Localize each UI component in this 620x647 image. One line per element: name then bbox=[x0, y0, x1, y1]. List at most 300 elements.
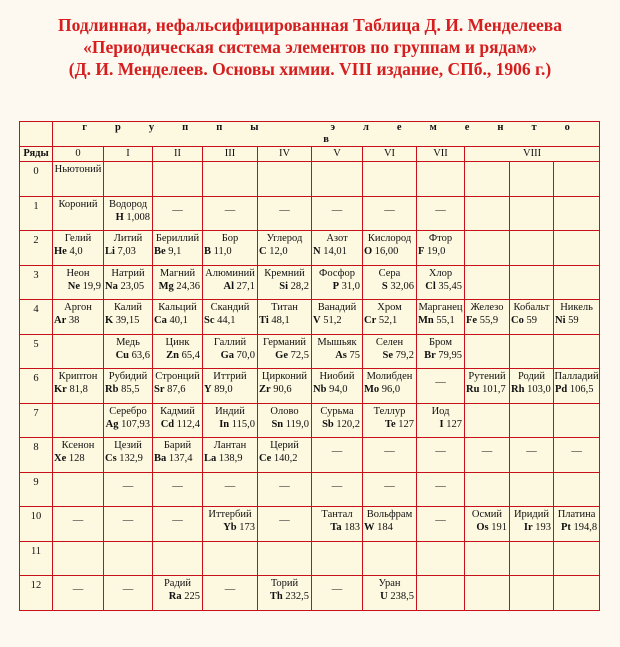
title-line-3: (Д. И. Менделеев. Основы химии. VIII издание, СПб., 1906 г.) bbox=[68, 59, 552, 79]
element-symbol-line bbox=[510, 315, 553, 327]
element-name: Родий bbox=[517, 371, 546, 382]
element-symbol-line bbox=[104, 350, 152, 362]
element-cell bbox=[510, 300, 554, 335]
atomic-weight: 94,0 bbox=[326, 384, 348, 395]
element-name: Хлор bbox=[428, 267, 453, 279]
element-cell bbox=[203, 162, 258, 197]
element-name: Бор bbox=[221, 233, 239, 244]
element-symbol: Zn bbox=[166, 349, 179, 361]
element-cell bbox=[203, 265, 258, 300]
element-symbol: Te bbox=[384, 418, 396, 430]
element-symbol: S bbox=[381, 280, 388, 292]
table-row bbox=[20, 472, 600, 507]
element-symbol: Ir bbox=[523, 522, 533, 533]
element-cell bbox=[104, 403, 153, 438]
element-symbol-line bbox=[554, 522, 599, 534]
element-cell bbox=[203, 300, 258, 335]
element-symbol-line bbox=[312, 384, 362, 396]
element-name: Галлий bbox=[213, 336, 247, 348]
element-cell bbox=[258, 196, 312, 231]
atomic-weight: 32,06 bbox=[387, 280, 414, 292]
element-symbol: V bbox=[313, 315, 321, 326]
element-symbol-line bbox=[104, 281, 152, 293]
group-banner-letter: р bbox=[115, 122, 121, 133]
row-number: 11 bbox=[20, 541, 53, 576]
element-cell bbox=[153, 576, 203, 611]
element-name: Литий bbox=[113, 233, 143, 244]
group-banner-letter: л bbox=[363, 122, 369, 133]
empty-dash: — bbox=[526, 446, 537, 457]
element-name: Аргон bbox=[64, 302, 92, 313]
empty-dash: — bbox=[435, 377, 446, 388]
element-cell bbox=[104, 231, 153, 266]
element-cell bbox=[312, 507, 363, 542]
group-banner-corner bbox=[20, 122, 53, 147]
element-symbol: Cs bbox=[105, 453, 117, 464]
group-banner-row bbox=[20, 122, 600, 147]
element-name: Бериллий bbox=[155, 233, 200, 244]
element-cell bbox=[554, 162, 600, 197]
element-symbol-line bbox=[203, 246, 257, 258]
atomic-weight: 225 bbox=[181, 591, 200, 602]
element-symbol-line bbox=[104, 384, 152, 396]
atomic-weight: 59 bbox=[565, 315, 579, 326]
atomic-weight: 12,0 bbox=[266, 246, 288, 257]
element-name: Лантан bbox=[213, 440, 247, 451]
empty-dash: — bbox=[481, 446, 493, 457]
element-cell bbox=[153, 196, 203, 231]
element-symbol: Na bbox=[105, 280, 118, 292]
element-cell bbox=[417, 369, 465, 404]
element-symbol-line bbox=[203, 419, 257, 431]
element-name: Рутений bbox=[468, 371, 506, 382]
element-cell bbox=[104, 196, 153, 231]
element-cell bbox=[53, 334, 104, 369]
group-banner-letter: г bbox=[82, 122, 88, 133]
element-cell bbox=[363, 507, 417, 542]
element-symbol-line bbox=[53, 315, 103, 327]
element-symbol-line bbox=[510, 522, 553, 534]
element-name: Кислород bbox=[367, 233, 412, 244]
element-cell bbox=[104, 472, 153, 507]
element-symbol: F bbox=[418, 246, 425, 257]
element-symbol: Mo bbox=[364, 384, 380, 395]
element-symbol-line bbox=[363, 591, 416, 603]
element-cell bbox=[53, 403, 104, 438]
empty-dash: — bbox=[224, 480, 236, 492]
empty-dash: — bbox=[224, 584, 236, 595]
element-cell bbox=[312, 576, 363, 611]
element-cell bbox=[312, 403, 363, 438]
element-cell bbox=[465, 576, 510, 611]
element-name: Кремний bbox=[264, 267, 305, 279]
table-row bbox=[20, 576, 600, 611]
element-symbol: Mg bbox=[158, 280, 174, 292]
element-symbol: C bbox=[259, 246, 267, 257]
element-name: Водород bbox=[108, 198, 148, 210]
element-symbol-line bbox=[104, 419, 152, 431]
element-name: Цирконий bbox=[261, 371, 308, 382]
element-cell bbox=[312, 196, 363, 231]
element-cell bbox=[258, 438, 312, 473]
empty-dash: — bbox=[279, 204, 290, 216]
element-cell bbox=[104, 162, 153, 197]
element-symbol: Os bbox=[476, 522, 489, 533]
atomic-weight: 120,2 bbox=[333, 418, 360, 430]
element-symbol: Sb bbox=[322, 418, 334, 430]
row-number: 3 bbox=[20, 265, 53, 300]
atomic-weight: 107,93 bbox=[118, 418, 150, 430]
element-cell bbox=[510, 334, 554, 369]
element-symbol-line bbox=[258, 419, 311, 431]
element-symbol-line bbox=[203, 315, 257, 327]
empty-dash: — bbox=[122, 480, 134, 492]
element-symbol: Li bbox=[105, 246, 115, 257]
atomic-weight: 48,1 bbox=[268, 315, 290, 326]
element-symbol: Br bbox=[424, 349, 436, 361]
element-cell bbox=[554, 403, 600, 438]
atomic-weight: 19,0 bbox=[424, 246, 446, 257]
element-cell bbox=[465, 369, 510, 404]
row-number: 2 bbox=[20, 231, 53, 266]
element-symbol: I bbox=[439, 418, 444, 430]
group-banner-letter: п bbox=[216, 122, 223, 133]
element-symbol-line bbox=[258, 350, 311, 362]
element-name: Ванадий bbox=[317, 302, 357, 313]
atomic-weight: 194,8 bbox=[570, 522, 598, 533]
atomic-weight: 11,0 bbox=[211, 246, 232, 257]
element-cell bbox=[153, 162, 203, 197]
element-name: Молибден bbox=[366, 371, 413, 382]
element-symbol-line bbox=[465, 384, 509, 396]
element-name: Углерод bbox=[266, 233, 303, 244]
empty-dash: — bbox=[435, 515, 446, 526]
element-cell bbox=[153, 334, 203, 369]
element-cell bbox=[510, 196, 554, 231]
element-symbol: Cl bbox=[425, 280, 436, 292]
atomic-weight: 51,2 bbox=[320, 315, 342, 326]
element-cell bbox=[104, 541, 153, 576]
group-banner-letter: е bbox=[464, 122, 470, 133]
element-cell bbox=[554, 507, 600, 542]
element-cell bbox=[312, 369, 363, 404]
row-number: 4 bbox=[20, 300, 53, 335]
header-group-6: V bbox=[312, 147, 363, 162]
atomic-weight: 28,2 bbox=[288, 280, 309, 292]
element-cell bbox=[554, 334, 600, 369]
atomic-weight: 96,0 bbox=[379, 384, 401, 395]
atomic-weight: 191 bbox=[488, 522, 507, 533]
element-symbol: Yb bbox=[223, 522, 237, 533]
empty-dash: — bbox=[435, 204, 446, 216]
atomic-weight: 55,9 bbox=[477, 315, 499, 326]
atomic-weight: 238,5 bbox=[387, 591, 414, 602]
element-symbol-line bbox=[153, 419, 202, 431]
element-cell bbox=[363, 369, 417, 404]
element-symbol-line bbox=[363, 315, 416, 327]
element-cell bbox=[153, 541, 203, 576]
element-name: Калий bbox=[113, 302, 143, 313]
atomic-weight: 106,5 bbox=[567, 384, 594, 395]
element-symbol: Mn bbox=[418, 315, 434, 326]
element-name: Палладий bbox=[554, 371, 599, 382]
element-cell bbox=[153, 265, 203, 300]
title-line-2: «Периодическая система элементов по группам и рядам» bbox=[83, 37, 537, 57]
element-cell bbox=[53, 438, 104, 473]
element-cell bbox=[363, 334, 417, 369]
header-group-5: IV bbox=[258, 147, 312, 162]
element-name: Хром bbox=[377, 302, 402, 313]
atomic-weight: 89,0 bbox=[211, 384, 233, 395]
element-symbol-line bbox=[153, 591, 202, 603]
element-cell bbox=[312, 162, 363, 197]
element-cell bbox=[258, 162, 312, 197]
row-number: 8 bbox=[20, 438, 53, 473]
element-symbol-line bbox=[312, 419, 362, 431]
element-symbol: K bbox=[105, 315, 114, 326]
element-symbol-line bbox=[312, 281, 362, 293]
element-cell bbox=[363, 265, 417, 300]
element-symbol: Y bbox=[204, 384, 212, 395]
element-symbol-line bbox=[258, 315, 311, 327]
empty-dash: — bbox=[172, 480, 183, 492]
element-cell bbox=[53, 541, 104, 576]
element-cell bbox=[153, 507, 203, 542]
atomic-weight: 79,95 bbox=[435, 349, 462, 361]
element-symbol: Ar bbox=[54, 315, 67, 326]
element-cell bbox=[417, 403, 465, 438]
element-symbol: Rh bbox=[511, 384, 525, 395]
element-symbol: Zr bbox=[259, 384, 271, 395]
element-cell bbox=[203, 369, 258, 404]
element-name: Теллур bbox=[373, 405, 406, 417]
element-cell bbox=[363, 231, 417, 266]
element-name: Ниобий bbox=[319, 371, 355, 382]
empty-dash: — bbox=[331, 446, 343, 457]
atomic-weight: 31,0 bbox=[339, 280, 360, 292]
element-cell bbox=[258, 231, 312, 266]
empty-dash: — bbox=[384, 204, 395, 216]
empty-dash: — bbox=[571, 446, 582, 457]
element-cell bbox=[363, 196, 417, 231]
element-cell bbox=[554, 472, 600, 507]
periodic-table bbox=[19, 121, 600, 611]
element-cell bbox=[417, 576, 465, 611]
element-symbol-line bbox=[53, 384, 103, 396]
atomic-weight: 132,9 bbox=[116, 453, 143, 464]
element-cell bbox=[510, 472, 554, 507]
element-symbol: U bbox=[380, 591, 388, 602]
element-name: Кальций bbox=[158, 302, 197, 313]
atomic-weight: 70,0 bbox=[234, 349, 255, 361]
atomic-weight: 183 bbox=[341, 522, 360, 533]
empty-dash: — bbox=[331, 480, 343, 492]
table-row bbox=[20, 300, 600, 335]
atomic-weight: 87,6 bbox=[164, 384, 186, 395]
element-symbol: Fe bbox=[466, 315, 478, 326]
empty-dash: — bbox=[331, 204, 343, 216]
element-cell bbox=[465, 541, 510, 576]
atomic-weight: 85,5 bbox=[118, 384, 140, 395]
element-symbol: Cr bbox=[364, 315, 377, 326]
element-cell bbox=[554, 438, 600, 473]
atomic-weight: 7,03 bbox=[114, 246, 136, 257]
group-banner-letter: о bbox=[564, 122, 570, 133]
group-banner-letter: м bbox=[429, 122, 437, 133]
element-cell bbox=[203, 472, 258, 507]
element-symbol-line bbox=[104, 246, 152, 258]
element-symbol: P bbox=[332, 280, 339, 292]
element-symbol-line bbox=[465, 522, 509, 534]
element-name: Церий bbox=[270, 440, 299, 451]
atomic-weight: 79,2 bbox=[393, 349, 414, 361]
atomic-weight: 112,4 bbox=[174, 418, 200, 430]
element-name: Тантал bbox=[321, 509, 353, 520]
group-banner-letter: т bbox=[531, 122, 537, 133]
element-symbol-line bbox=[363, 350, 416, 362]
element-symbol-line bbox=[53, 246, 103, 258]
element-symbol: As bbox=[335, 349, 347, 361]
element-symbol-line bbox=[312, 350, 362, 362]
element-name: Олово bbox=[270, 405, 299, 417]
empty-dash: — bbox=[279, 480, 290, 492]
atomic-weight: 137,4 bbox=[166, 453, 193, 464]
group-banner bbox=[53, 122, 600, 147]
element-cell bbox=[363, 541, 417, 576]
header-rows-label: Ряды bbox=[20, 147, 53, 162]
table-row bbox=[20, 196, 600, 231]
element-symbol-line bbox=[258, 384, 311, 396]
element-cell bbox=[465, 438, 510, 473]
atomic-weight: 232,5 bbox=[282, 591, 309, 602]
element-name: Сурьма bbox=[320, 405, 354, 417]
element-symbol-line bbox=[104, 315, 152, 327]
group-banner-letter: н bbox=[497, 122, 504, 133]
element-name: Платина bbox=[557, 509, 596, 520]
atomic-weight: 63,6 bbox=[129, 349, 150, 361]
element-symbol: Ba bbox=[154, 453, 167, 464]
element-symbol: Xe bbox=[54, 453, 67, 464]
element-cell bbox=[363, 438, 417, 473]
atomic-weight: 140,2 bbox=[271, 453, 298, 464]
element-symbol-line bbox=[153, 246, 202, 258]
atomic-weight: 127 bbox=[443, 418, 462, 430]
element-symbol: Sc bbox=[204, 315, 215, 326]
element-symbol: Co bbox=[511, 315, 524, 326]
table-row bbox=[20, 162, 600, 197]
element-symbol: Cu bbox=[115, 349, 129, 361]
atomic-weight: 35,45 bbox=[435, 280, 462, 292]
table-row bbox=[20, 231, 600, 266]
element-name: Фосфор bbox=[319, 267, 355, 279]
element-name: Титан bbox=[271, 302, 298, 313]
element-name: Азот bbox=[326, 233, 348, 244]
element-symbol: Ag bbox=[105, 418, 119, 430]
header-group-3: II bbox=[153, 147, 203, 162]
element-name: Криптон bbox=[58, 371, 98, 382]
element-cell bbox=[363, 472, 417, 507]
empty-dash: — bbox=[384, 446, 395, 457]
table-row bbox=[20, 334, 600, 369]
element-symbol-line bbox=[417, 315, 464, 327]
element-cell bbox=[153, 472, 203, 507]
element-cell bbox=[203, 576, 258, 611]
atomic-weight: 16,00 bbox=[372, 246, 399, 257]
element-name: Осмий bbox=[471, 509, 503, 520]
element-name: Барий bbox=[163, 440, 192, 451]
element-cell bbox=[465, 403, 510, 438]
element-name: Иридий bbox=[513, 509, 550, 520]
element-cell bbox=[312, 472, 363, 507]
group-banner-letter: в bbox=[323, 134, 329, 145]
element-cell bbox=[312, 541, 363, 576]
element-symbol: Be bbox=[154, 246, 166, 257]
element-cell bbox=[554, 196, 600, 231]
element-cell bbox=[465, 196, 510, 231]
element-cell bbox=[258, 541, 312, 576]
table-row bbox=[20, 403, 600, 438]
atomic-weight: 55,1 bbox=[433, 315, 455, 326]
element-cell bbox=[554, 369, 600, 404]
atomic-weight: 38 bbox=[66, 315, 80, 326]
element-symbol: Ni bbox=[555, 315, 566, 326]
element-name: Стронций bbox=[155, 371, 200, 382]
element-name: Серебро bbox=[109, 405, 147, 417]
element-cell bbox=[53, 507, 104, 542]
atomic-weight: 127 bbox=[395, 418, 414, 430]
element-cell bbox=[203, 541, 258, 576]
element-cell bbox=[153, 438, 203, 473]
element-cell bbox=[465, 162, 510, 197]
element-symbol-line bbox=[153, 384, 202, 396]
element-name: Медь bbox=[116, 336, 140, 348]
element-symbol: Ca bbox=[154, 315, 167, 326]
element-cell bbox=[554, 231, 600, 266]
element-cell bbox=[510, 541, 554, 576]
element-cell bbox=[53, 265, 104, 300]
atomic-weight: 14,01 bbox=[320, 246, 347, 257]
element-symbol: Sr bbox=[154, 384, 165, 395]
element-cell bbox=[312, 231, 363, 266]
element-symbol-line bbox=[554, 384, 599, 396]
element-symbol-line bbox=[312, 522, 362, 534]
row-number: 0 bbox=[20, 162, 53, 197]
element-name: Короний bbox=[58, 198, 98, 210]
element-name: Ксенон bbox=[61, 440, 95, 451]
element-symbol-line bbox=[258, 281, 311, 293]
element-symbol-line bbox=[554, 315, 599, 327]
element-cell bbox=[53, 162, 104, 197]
element-symbol-line bbox=[363, 522, 416, 534]
atomic-weight: 23,05 bbox=[117, 280, 145, 292]
atomic-weight: 90,6 bbox=[270, 384, 292, 395]
element-cell bbox=[53, 369, 104, 404]
atomic-weight: 184 bbox=[374, 522, 393, 533]
element-cell bbox=[417, 507, 465, 542]
element-name: Бром bbox=[429, 336, 452, 348]
title-line-1: Подлинная, нефальсифицированная Таблица Д. И. Менделеева bbox=[58, 15, 562, 35]
element-cell bbox=[465, 334, 510, 369]
element-symbol-line bbox=[53, 281, 103, 293]
element-cell bbox=[312, 334, 363, 369]
element-symbol-line bbox=[203, 522, 257, 534]
empty-dash: — bbox=[72, 515, 84, 526]
element-symbol-line bbox=[104, 453, 152, 465]
row-number: 10 bbox=[20, 507, 53, 542]
element-cell bbox=[203, 231, 258, 266]
group-banner-letter: п bbox=[182, 122, 189, 133]
element-cell bbox=[312, 438, 363, 473]
